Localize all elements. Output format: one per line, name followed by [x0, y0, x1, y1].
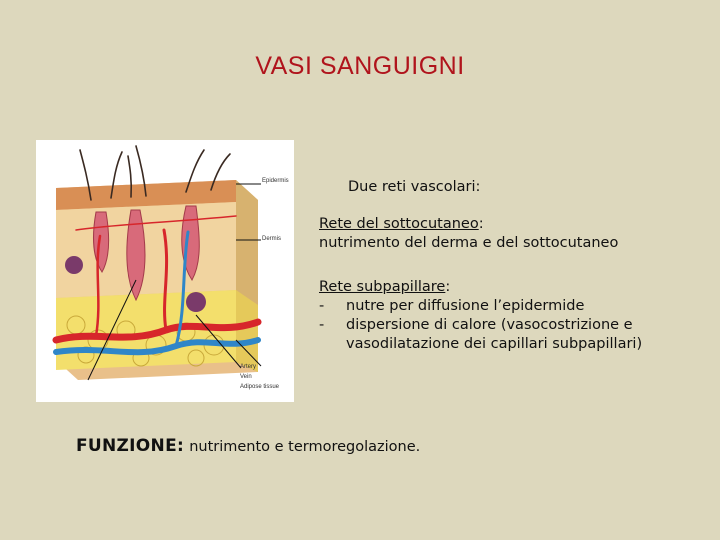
label-artery: Artery	[240, 364, 257, 370]
subpapillary-item-text: dispersione di calore (vasocostrizione e vasodilatazione dei capillari subpapillari)	[346, 317, 643, 352]
subpapillary-network-section	[319, 278, 656, 354]
page-title: VASI SANGUIGNI	[255, 52, 465, 80]
subpapillary-item	[319, 316, 656, 354]
subcutaneous-network-colon: :	[478, 216, 484, 232]
subcutaneous-network-section	[319, 215, 618, 253]
label-epidermis: Epidermis	[262, 178, 289, 184]
subcutaneous-network-label: Rete del sottocutaneo	[319, 216, 479, 232]
label-adipose-tissue: Adipose tissue	[240, 384, 280, 390]
skin-cross-section-illustration	[36, 140, 294, 402]
subpapillary-network-label: Rete subpapillare	[319, 279, 446, 295]
label-dermis: Dermis	[262, 236, 281, 242]
subpapillary-item	[319, 297, 656, 316]
function-text: nutrimento e termoregolazione.	[189, 439, 421, 455]
subpapillary-network-colon: :	[445, 279, 451, 295]
bullet-dash: -	[319, 317, 325, 333]
subcutaneous-network-description: nutrimento del derma e del sottocutaneo	[319, 235, 619, 251]
skin-diagram-figure	[36, 140, 294, 402]
function-label: FUNZIONE:	[76, 436, 185, 456]
label-vein: Vein	[240, 374, 252, 380]
vascular-networks-heading: Due reti vascolari:	[348, 179, 481, 195]
function-summary	[76, 436, 420, 456]
subpapillary-item-text: nutre per diffusione l’epidermide	[346, 298, 585, 314]
bullet-dash: -	[319, 298, 325, 314]
